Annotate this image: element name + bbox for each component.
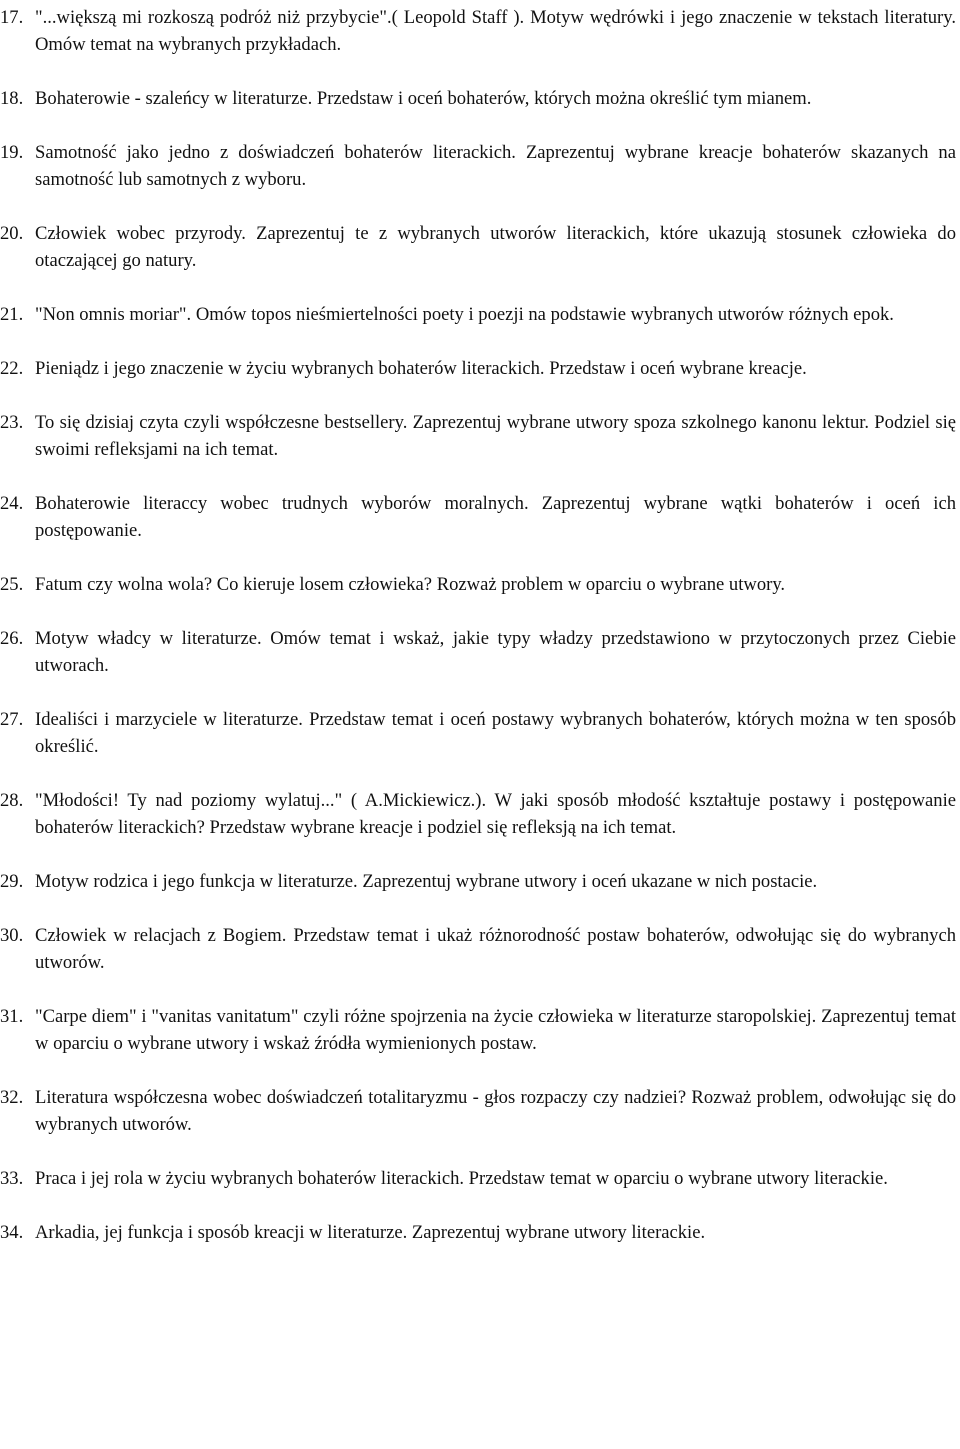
item-text: Bohaterowie - szaleńcy w literaturze. Przedstaw i oceń bohaterów, których można określić tym mianem. xyxy=(35,88,812,109)
item-text: Fatum czy wolna wola? Co kieruje losem człowieka? Rozważ problem w oparciu o wybrane utwory. xyxy=(35,574,786,595)
item-text: Arkadia, jej funkcja i sposób kreacji w literaturze. Zaprezentuj wybrane utwory literackie. xyxy=(35,1222,706,1243)
item-text: Motyw rodzica i jego funkcja w literaturze. Zaprezentuj wybrane utwory i oceń ukazane w nich postacie. xyxy=(35,871,818,892)
item-number: 26. xyxy=(0,628,24,649)
item-number: 18. xyxy=(0,88,24,109)
list-item xyxy=(0,1165,956,1192)
item-number: 33. xyxy=(0,1168,24,1189)
item-text: Człowiek w relacjach z Bogiem. Przedstaw temat i ukaż różnorodność postaw bohaterów, odwołując się do wybranych utworów. xyxy=(35,925,956,973)
list-item xyxy=(0,625,956,679)
item-text: "...większą mi rozkoszą podróż niż przybycie".( Leopold Staff ). Motyw wędrówki i jego znaczenie w tekstach literatury. Omów temat na wybranych przykładach. xyxy=(35,7,956,55)
list-item xyxy=(0,706,956,760)
list-item xyxy=(0,922,956,976)
item-text: "Młodości! Ty nad poziomy wylatuj..." ( A.Mickiewicz.). W jaki sposób młodość kształtuje postawy i postępowanie bohaterów literackich? Przedstaw wybrane kreacje i podziel się refleksją na ich temat. xyxy=(35,790,956,838)
list-item xyxy=(0,1219,956,1246)
list-item xyxy=(0,409,956,463)
item-text: Bohaterowie literaccy wobec trudnych wyborów moralnych. Zaprezentuj wybrane wątki bohaterów i oceń ich postępowanie. xyxy=(35,493,956,541)
item-number: 34. xyxy=(0,1222,24,1243)
list-item xyxy=(0,571,956,598)
item-number: 19. xyxy=(0,142,24,163)
item-text: To się dzisiaj czyta czyli współczesne bestsellery. Zaprezentuj wybrane utwory spoza szkolnego kanonu lektur. Podziel się swoimi refleksjami na ich temat. xyxy=(35,412,956,460)
item-text: "Carpe diem" i "vanitas vanitatum" czyli różne spojrzenia na życie człowieka w literaturze staropolskiej. Zaprezentuj temat w oparciu o wybrane utwory i wskaż źródła wymienionych postaw. xyxy=(35,1006,956,1054)
item-number: 20. xyxy=(0,223,24,244)
item-number: 30. xyxy=(0,925,24,946)
list-item xyxy=(0,4,956,58)
item-text: Idealiści i marzyciele w literaturze. Przedstaw temat i oceń postawy wybranych bohaterów, których można w ten sposób określić. xyxy=(35,709,956,757)
list-item xyxy=(0,220,956,274)
list-item xyxy=(0,868,956,895)
list-item xyxy=(0,787,956,841)
item-text: Motyw władcy w literaturze. Omów temat i wskaż, jakie typy władzy przedstawiono w przytoczonych przez Ciebie utworach. xyxy=(35,628,956,676)
item-number: 21. xyxy=(0,304,24,325)
list-item xyxy=(0,1084,956,1138)
item-text: Samotność jako jedno z doświadczeń bohaterów literackich. Zaprezentuj wybrane kreacje bohaterów skazanych na samotność lub samotnych z wyboru. xyxy=(35,142,956,190)
list-item xyxy=(0,85,956,112)
list-item xyxy=(0,490,956,544)
item-text: Pieniądz i jego znaczenie w życiu wybranych bohaterów literackich. Przedstaw i oceń wybrane kreacje. xyxy=(35,358,807,379)
item-number: 31. xyxy=(0,1006,24,1027)
item-text: Człowiek wobec przyrody. Zaprezentuj te z wybranych utworów literackich, które ukazują stosunek człowieka do otaczającej go natury. xyxy=(35,223,956,271)
item-number: 24. xyxy=(0,493,24,514)
item-number: 17. xyxy=(0,7,24,28)
item-number: 27. xyxy=(0,709,24,730)
item-number: 28. xyxy=(0,790,24,811)
list-item xyxy=(0,139,956,193)
list-item xyxy=(0,1003,956,1057)
item-number: 29. xyxy=(0,871,24,892)
item-text: Literatura współczesna wobec doświadczeń totalitaryzmu - głos rozpaczy czy nadziei? Rozważ problem, odwołując się do wybranych utworów. xyxy=(35,1087,956,1135)
item-text: "Non omnis moriar". Omów topos nieśmiertelności poety i poezji na podstawie wybranych utworów różnych epok. xyxy=(35,304,894,325)
list-item xyxy=(0,301,956,328)
item-number: 22. xyxy=(0,358,24,379)
item-number: 23. xyxy=(0,412,24,433)
item-number: 25. xyxy=(0,574,24,595)
item-text: Praca i jej rola w życiu wybranych bohaterów literackich. Przedstaw temat w oparciu o wybrane utwory literackie. xyxy=(35,1168,888,1189)
item-number: 32. xyxy=(0,1087,24,1108)
list-item xyxy=(0,355,956,382)
